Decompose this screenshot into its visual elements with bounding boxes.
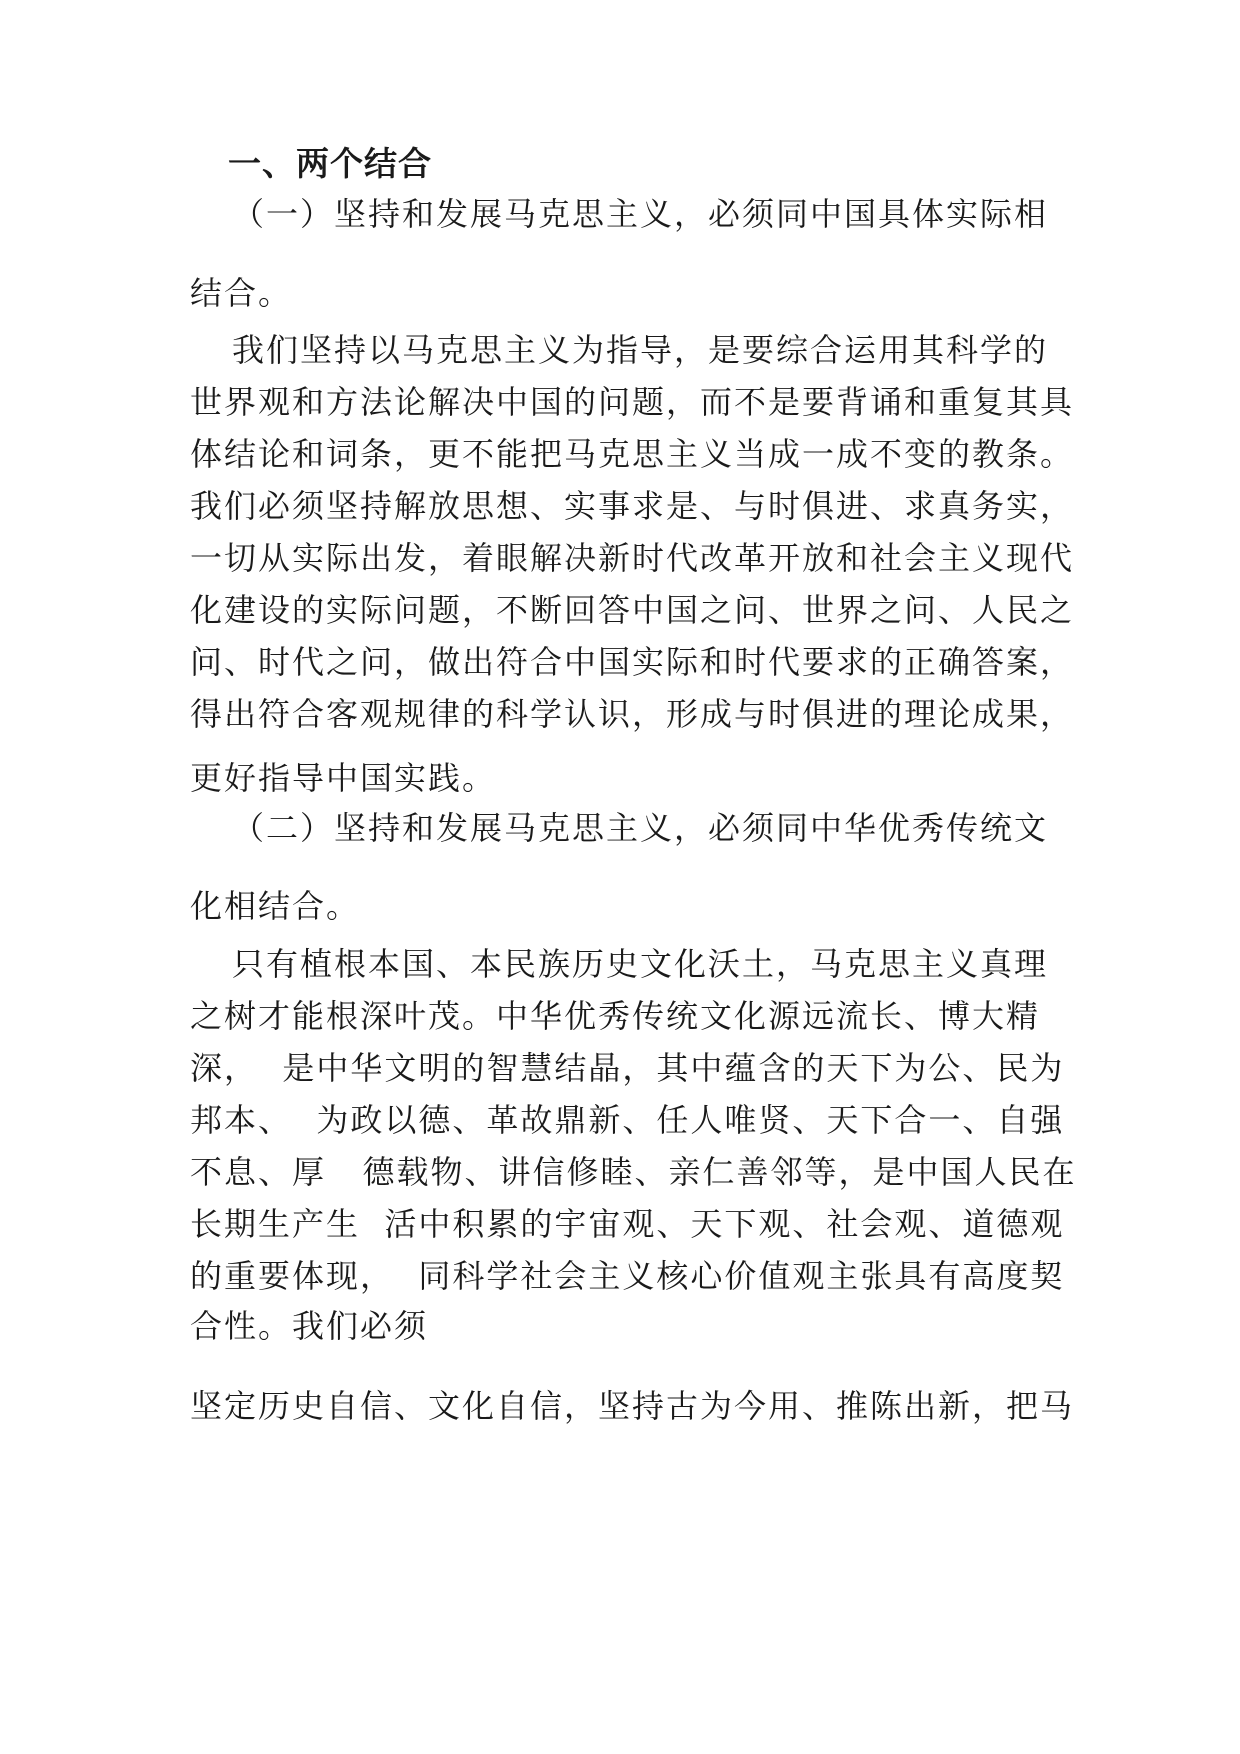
subsection-title-1-line-2: 结合。 [190,274,293,312]
paragraph-1-line-4: 我们必须坚持解放思想、实事求是、与时俱进、求真务实， [190,487,1075,525]
paragraph-2-line-3: 深， 是中华文明的智慧结晶，其中蕴含的天下为公、民为 [190,1049,1065,1087]
paragraph-2-line-4: 邦本、 为政以德、革故鼎新、任人唯贤、天下合一、自强 [190,1101,1065,1139]
subsection-title-2-line-2: 化相结合。 [190,887,361,925]
paragraph-1-line-5: 一切从实际出发，着眼解决新时代改革开放和社会主义现代 [190,539,1075,577]
paragraph-1-line-3: 体结论和词条，更不能把马克思主义当成一成不变的教条。 [190,435,1075,473]
paragraph-1-line-6: 化建设的实际问题，不断回答中国之问、世界之问、人民之 [190,591,1075,629]
paragraph-2-line-7: 的重要体现， 同科学社会主义核心价值观主张具有高度契 [190,1257,1065,1295]
subsection-title-2-line-1: （二）坚持和发展马克思主义，必须同中华优秀传统文 [232,809,1049,847]
paragraph-2-line-9: 坚定历史自信、文化自信，坚持古为今用、推陈出新，把马 [190,1387,1075,1425]
section-heading: 一、两个结合 [228,144,432,183]
paragraph-2-line-8: 合性。我们必须 [190,1307,429,1345]
paragraph-1-line-9: 更好指导中国实践。 [190,759,497,797]
paragraph-1-line-2: 世界观和方法论解决中国的问题，而不是要背诵和重复其具 [190,383,1075,421]
paragraph-1-line-8: 得出符合客观规律的科学认识，形成与时俱进的理论成果， [190,695,1075,733]
paragraph-2-line-6: 长期生产生 活中积累的宇宙观、天下观、社会观、道德观 [190,1205,1065,1243]
paragraph-1-line-7: 问、时代之问，做出符合中国实际和时代要求的正确答案， [190,643,1075,681]
paragraph-2-line-2: 之树才能根深叶茂。中华优秀传统文化源远流长、博大精 [190,997,1041,1035]
paragraph-2-line-5: 不息、厚 德载物、讲信修睦、亲仁善邻等，是中国人民在 [190,1153,1077,1191]
paragraph-1-line-1: 我们坚持以马克思主义为指导，是要综合运用其科学的 [232,331,1049,369]
paragraph-2-line-1: 只有植根本国、本民族历史文化沃土，马克思主义真理 [232,945,1049,983]
subsection-title-1-line-1: （一）坚持和发展马克思主义，必须同中国具体实际相 [232,195,1049,233]
